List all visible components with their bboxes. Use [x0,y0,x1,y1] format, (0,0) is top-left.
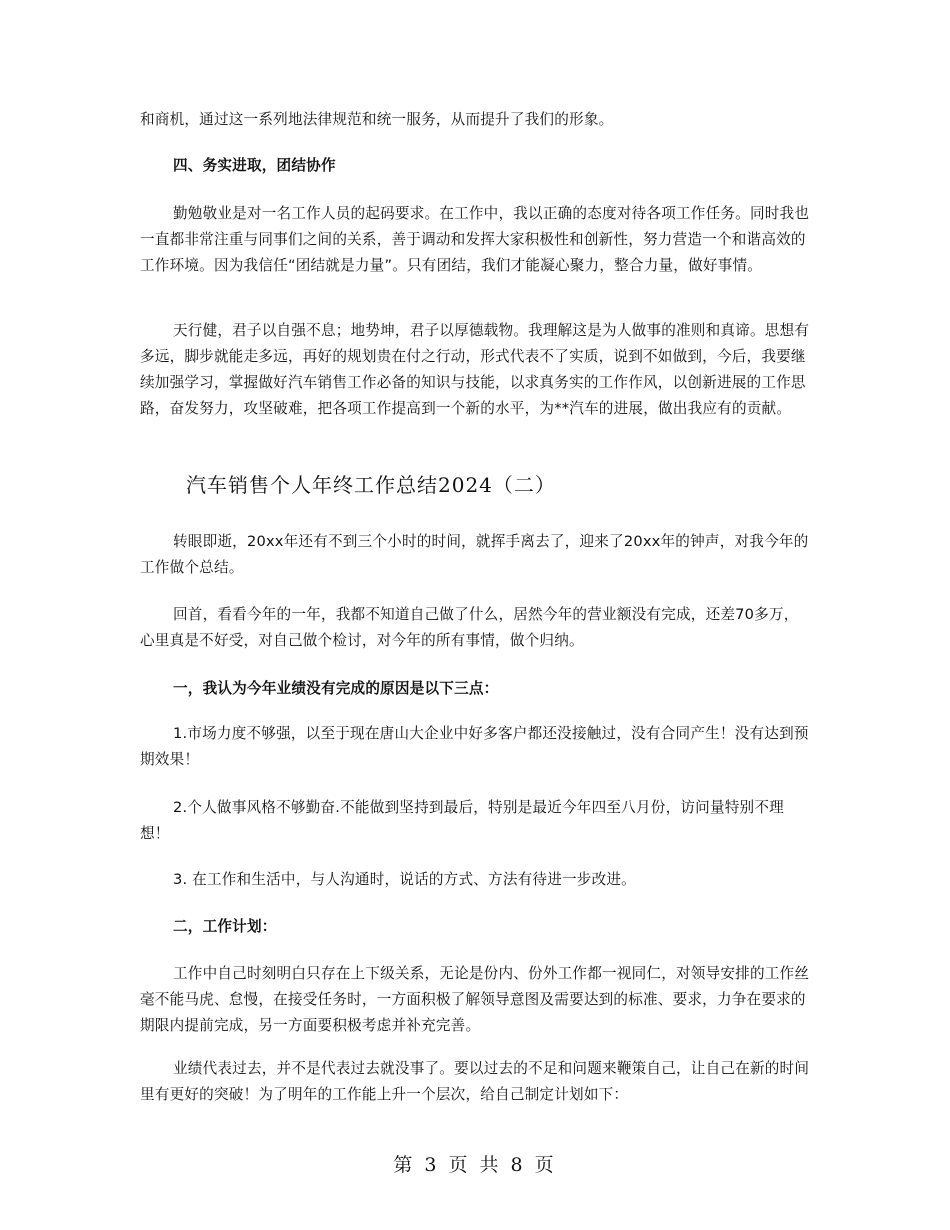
section-heading-reasons: 一，我认为今年业绩没有完成的原因是以下三点： [173,680,499,697]
section-heading-4: 四、务实进取，团结协作 [173,157,336,174]
paragraph-tianxing: 天行健，君子以自强不息；地势坤，君子以厚德载物。我理解这是为人做事的准则和真谛。思想有多远，脚步就能走多远，再好的规划贵在付之行动，形式代表不了实质，说到不如做到，今后，我要继续加强学习，掌握做好汽车销售工作必备的知识与技能，以求真务实的工作作风，以创新进展的工作思路，奋发努力，攻坚破难，把各项工作提高到一个新的水平，为**汽车的进展，做出我应有的贡献。 [140,322,810,417]
paragraph-teamwork: 勤勉敬业是对一名工作人员的起码要求。在工作中，我以正确的态度对待各项工作任务。同时我也一直都非常注重与同事们之间的关系，善于调动和发挥大家积极性和创新性，努力营造一个和谐高效的工作环境。因为我信任“团结就是力量”。只有团结，我们才能凝心聚力，整合力量，做好事情。 [140,205,810,274]
section-heading-plan: 二，工作计划： [173,918,277,935]
paragraph-intro: 转眼即逝，20xx年还有不到三个小时的时间，就挥手离去了，迎来了20xx年的钟声，对我今年的工作做个总结。 [140,533,809,576]
list-item-reason-2: 2.个人做事风格不够勤奋.不能做到坚持到最后，特别是最近今年四至八月份，访问量特别不理想！ [140,799,784,842]
list-item-reason-1: 1.市场力度不够强，以至于现在唐山大企业中好多客户都还没接触过，没有合同产生！没有达到预期效果！ [140,725,809,768]
list-item-reason-3: 3. 在工作和生活中，与人沟通时，说话的方式、方法有待进一步改进。 [173,871,636,888]
paragraph-plan-2: 业绩代表过去，并不是代表过去就没事了。要以过去的不足和问题来鞭策自己，让自己在新的时间里有更好的突破！为了明年的工作能上升一个层次，给自己制定计划如下： [140,1060,810,1103]
page-number-footer: 第 3 页 共 8 页 [393,1154,557,1176]
paragraph-continuation: 和商机，通过这一系列地法律规范和统一服务，从而提升了我们的形象。 [140,111,614,128]
document-title-2: 汽车销售个人年终工作总结2024（二） [186,473,556,497]
paragraph-plan-1: 工作中自己时刻明白只存在上下级关系，无论是份内、份外工作都一视同仁，对领导安排的工作丝毫不能马虎、怠慢，在接受任务时，一方面积极了解领导意图及需要达到的标准、要求，力争在要求的期限内提前完成，另一方面要积极考虑并补充完善。 [140,965,810,1034]
paragraph-review: 回首，看看今年的一年，我都不知道自己做了什么，居然今年的营业额没有完成，还差70多万，心里真是不好受，对自己做个检讨，对今年的所有事情，做个归纳。 [140,606,799,649]
